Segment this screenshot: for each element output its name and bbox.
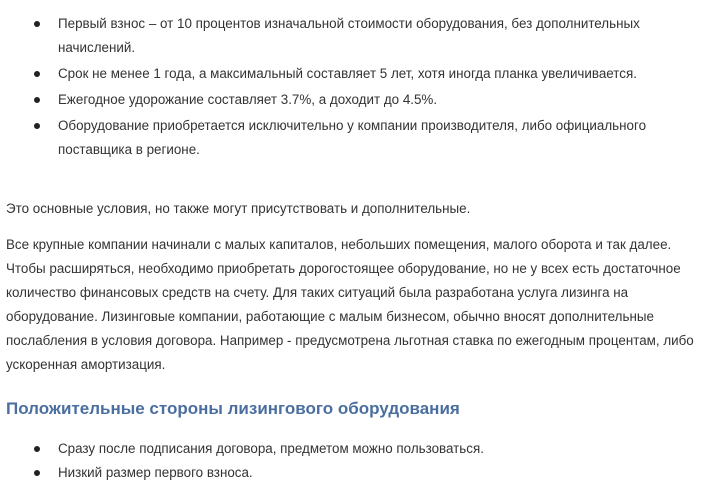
bullet-icon: [34, 470, 40, 476]
bullet-icon: [34, 97, 40, 103]
bullet-icon: [34, 123, 40, 129]
bullet-icon: [34, 71, 40, 77]
intro-paragraph: Это основные условия, но также могут присутствовать и дополнительные.: [6, 201, 471, 216]
list-item: [0, 62, 720, 86]
list-item-text: Оборудование приобретается исключительно у компании производителя, либо официального поставщика в регионе.: [58, 118, 647, 157]
list-item: [0, 461, 720, 480]
list-item-text: Первый взнос – от 10 процентов изначальной стоимости оборудования, без дополнительных начислений.: [58, 16, 640, 55]
list-item: [0, 12, 720, 60]
list-item: [0, 114, 720, 162]
conditions-list: [0, 12, 720, 164]
list-item-text: Сразу после подписания договора, предметом можно пользоваться.: [58, 441, 484, 456]
advantages-list: [0, 437, 720, 480]
list-item-text: Низкий размер первого взноса.: [58, 465, 253, 480]
bullet-icon: [34, 446, 40, 452]
list-item: [0, 437, 720, 461]
list-item-text: Срок не менее 1 года, а максимальный составляет 5 лет, хотя иногда планка увеличивается.: [58, 66, 637, 81]
section-heading: Положительные стороны лизингового оборудования: [6, 399, 460, 418]
bullet-icon: [34, 21, 40, 27]
list-item: [0, 88, 720, 112]
body-paragraph: Все крупные компании начинали с малых капиталов, небольших помещения, малого оборота и так далее. Чтобы расширяться, необходимо приобретать дорогостоящее оборудование, но не у всех есть достаточное количество финансовых средств на счету. Для таких ситуаций была разработана услуга лизинга на оборудование. Лизинговые компании, работающие с малым бизнесом, обычно вносят дополнительные послабления в условия договора. Например - предусмотрена льготная ставка по ежегодным процентам, либо ускоренная амортизация.: [6, 237, 694, 372]
list-item-text: Ежегодное удорожание составляет 3.7%, а доходит до 4.5%.: [58, 92, 438, 107]
